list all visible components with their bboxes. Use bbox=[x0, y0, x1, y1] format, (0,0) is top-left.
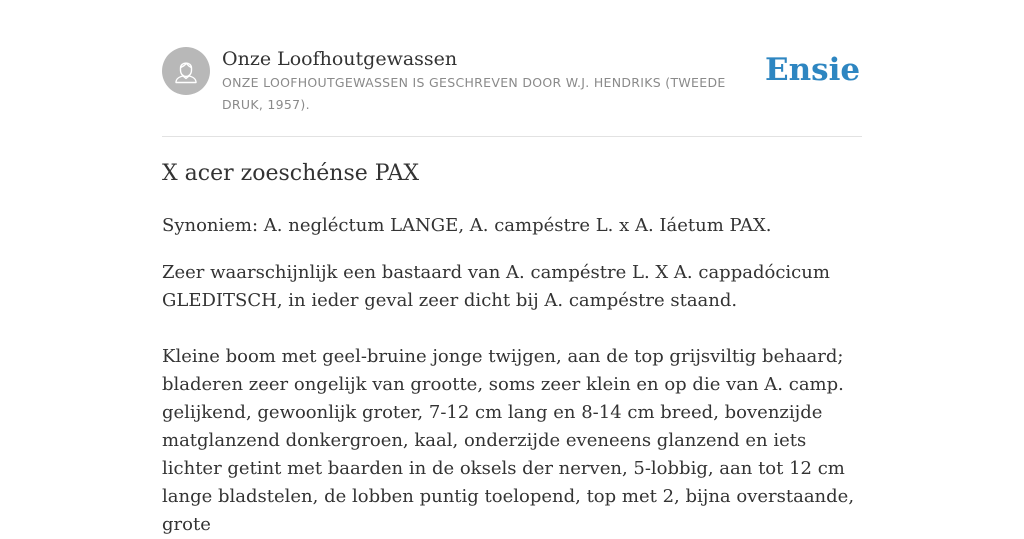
entry-title: X acer zoeschénse PAX bbox=[162, 161, 420, 186]
hybrid-paragraph: Zeer waarschijnlijk een bastaard van A. campéstre L. X A. cappadócicum GLEDITSCH, in ieder geval zeer dicht bij A. campéstre staand. bbox=[162, 262, 830, 311]
source-header bbox=[162, 46, 862, 137]
entry-content bbox=[162, 157, 862, 539]
source-description: ONZE LOOFHOUTGEWASSEN IS GESCHREVEN DOOR W.J. HENDRIKS (TWEEDE DRUK, 1957). bbox=[222, 75, 726, 112]
description-paragraph: Kleine boom met geel-bruine jonge twijgen, aan de top grijsviltig behaard; bladeren zeer ongelijk van grootte, soms zeer klein en op die van A. camp. gelijkend, gewoonlijk groter, 7-12 cm lang en 8-14 cm breed, bovenzijde matglanzend donkergroen, kaal, onderzijde eveneens glanzend en iets lichter getint met baarden in de oksels der nerven, 5-lobbig, aan tot 12 cm lange bladstelen, de lobben puntig toelopend, top met 2, bijna overstaande, grote bbox=[162, 346, 855, 535]
source-avatar[interactable] bbox=[162, 47, 210, 95]
source-title[interactable]: Onze Loofhoutgewassen bbox=[222, 48, 458, 70]
ensie-logo[interactable]: Ensie bbox=[765, 52, 861, 88]
synonym-paragraph: Synoniem: A. negléctum LANGE, A. campéstre L. x A. Iáetum PAX. bbox=[162, 215, 772, 236]
user-outline-icon bbox=[162, 47, 210, 95]
